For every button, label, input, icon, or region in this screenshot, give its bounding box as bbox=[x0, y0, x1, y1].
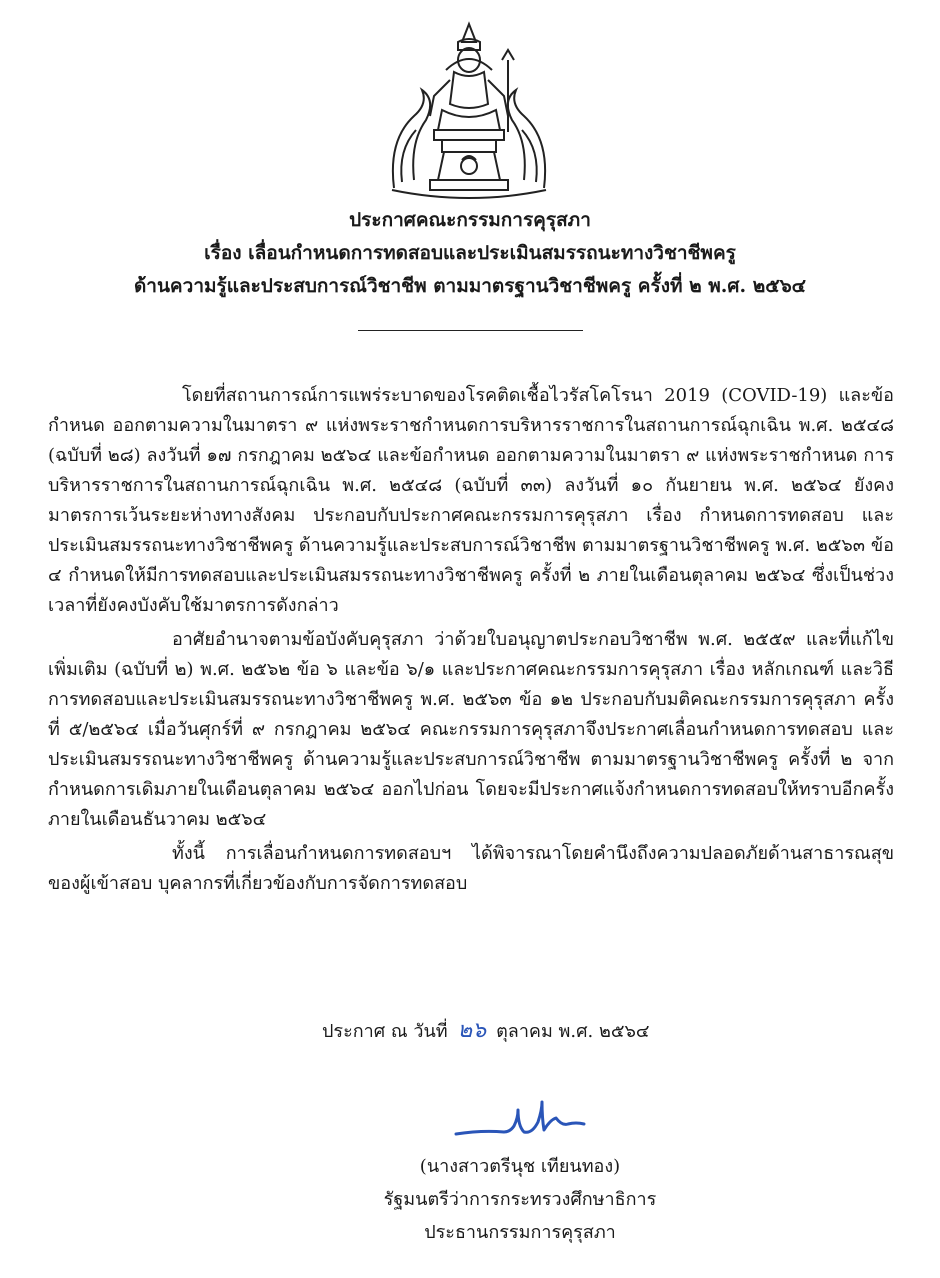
signatory-name: (นางสาวตรีนุช เทียนทอง) bbox=[419, 1156, 621, 1177]
announcement-date bbox=[322, 1012, 660, 1047]
title-line-issuer: ประกาศคณะกรรมการคุรุสภา bbox=[349, 209, 591, 231]
paragraph-background: โดยที่สถานการณ์การแพร่ระบาดของโรคติดเชื้อไวรัสโคโรนา 2019 (COVID-19) และข้อกำหนด ออกตามความในมาตรา ๙ แห่งพระราชกำหนดการบริหารราชการในสถานการณ์ฉุกเฉิน พ.ศ. ๒๕๔๘ (ฉบับที่ ๒๘) ลงวันที่ ๑๗ กรกฎาคม ๒๕๖๔ และข้อกำหนด ออกตามความในมาตรา ๙ แห่งพระราชกำหนด การบริหารราชการในสถานการณ์ฉุกเฉิน พ.ศ. ๒๕๔๘ (ฉบับที่ ๓๓) ลงวันที่ ๑๐ กันยายน พ.ศ. ๒๕๖๔ ยังคงมาตรการเว้นระยะห่างทางสังคม ประกอบกับประกาศคณะกรรมการคุรุสภา เรื่อง กำหนดการทดสอบ และประเมินสมรรถนะทางวิชาชีพครู ด้านความรู้และประสบการณ์วิชาชีพ ตามมาตรฐานวิชาชีพครู พ.ศ. ๒๕๖๓ ข้อ ๔ กำหนดให้มีการทดสอบและประเมินสมรรถนะทางวิชาชีพครู ครั้งที่ ๒ ภายในเดือนตุลาคม ๒๕๖๔ ซึ่งเป็นช่วงเวลาที่ยังคงบังคับใช้มาตรการดังกล่าว bbox=[48, 385, 894, 616]
title-line-detail: ด้านความรู้และประสบการณ์วิชาชีพ ตามมาตรฐานวิชาชีพครู ครั้งที่ ๒ พ.ศ. ๒๕๖๔ bbox=[133, 275, 807, 297]
date-prefix: ประกาศ ณ วันที่ bbox=[322, 1021, 448, 1042]
signatory-position-minister: รัฐมนตรีว่าการกระทรวงศึกษาธิการ bbox=[383, 1189, 657, 1210]
date-day-handwritten: ๒๖ bbox=[457, 1018, 487, 1043]
paragraph-reason: ทั้งนี้ การเลื่อนกำหนดการทดสอบฯ ได้พิจารณาโดยคำนึงถึงความปลอดภัยด้านสาธารณสุข ของผู้เข้าสอบ บุคลากรที่เกี่ยวข้องกับการจัดการทดสอบ bbox=[48, 843, 894, 894]
title-divider bbox=[358, 330, 583, 331]
date-month-year: ตุลาคม พ.ศ. ๒๕๖๔ bbox=[496, 1021, 650, 1042]
khurusapha-emblem-icon bbox=[384, 20, 554, 202]
announcement-title bbox=[40, 204, 900, 303]
paragraph-authority: อาศัยอำนาจตามข้อบังคับคุรุสภา ว่าด้วยใบอนุญาตประกอบวิชาชีพ พ.ศ. ๒๕๕๙ และที่แก้ไข เพิ่มเติม (ฉบับที่ ๒) พ.ศ. ๒๕๖๒ ข้อ ๖ และข้อ ๖/๑ และประกาศคณะกรรมการคุรุสภา เรื่อง หลักเกณฑ์ และวิธีการทดสอบและประเมินสมรรถนะทางวิชาชีพครู พ.ศ. ๒๕๖๓ ข้อ ๑๒ ประกอบกับมติคณะกรรมการคุรุสภา ครั้งที่ ๕/๒๕๖๔ เมื่อวันศุกร์ที่ ๙ กรกฎาคม ๒๕๖๔ คณะกรรมการคุรุสภาจึงประกาศเลื่อนกำหนดการทดสอบ และประเมินสมรรถนะทางวิชาชีพครู ด้านความรู้และประสบการณ์วิชาชีพ ตามมาตรฐานวิชาชีพครู ครั้งที่ ๒ จากกำหนดการเดิมภายในเดือนตุลาคม ๒๕๖๔ ออกไปก่อน โดยจะมีประกาศแจ้งกำหนดการทดสอบให้ทราบอีกครั้ง ภายในเดือนธันวาคม ๒๕๖๔ bbox=[48, 629, 894, 830]
title-line-subject: เรื่อง เลื่อนกำหนดการทดสอบและประเมินสมรรถนะทางวิชาชีพครู bbox=[204, 242, 736, 264]
signature-icon bbox=[452, 1096, 602, 1144]
announcement-body bbox=[48, 381, 894, 903]
signatory-position-chair: ประธานกรรมการคุรุสภา bbox=[424, 1222, 616, 1243]
signatory-block bbox=[360, 1150, 680, 1249]
